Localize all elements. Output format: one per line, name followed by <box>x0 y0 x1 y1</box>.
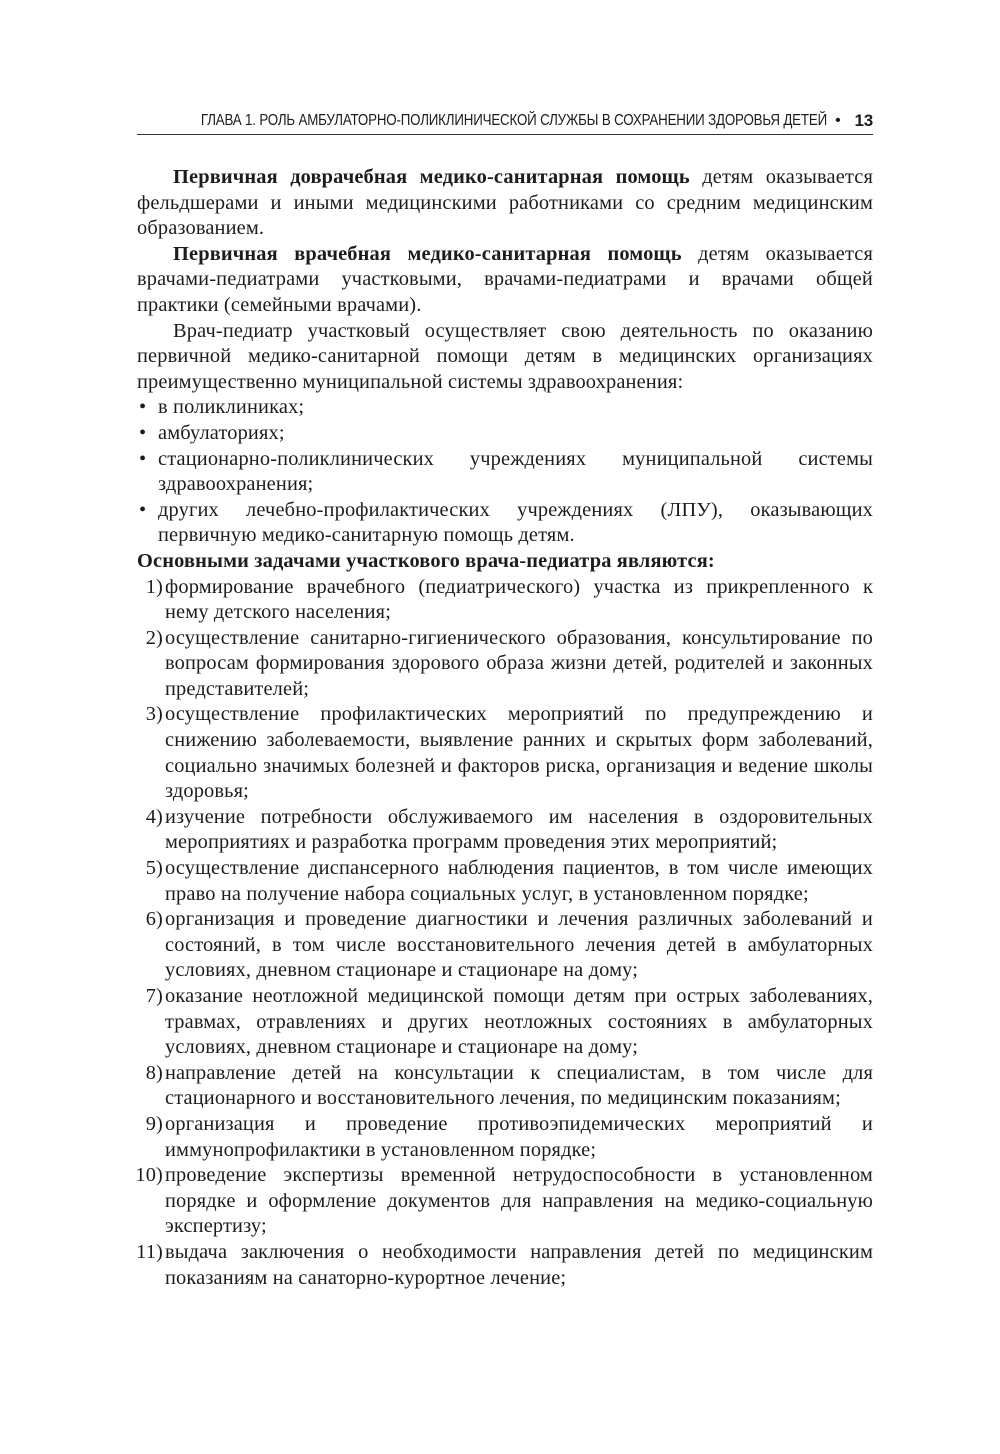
list-item-text: осуществление санитарно-гигиенического образования, консультирование по вопросам формирования здорового образа жизни детей, родителей и законных представителей; <box>165 626 873 700</box>
list-item-text: осуществление диспансерного наблюдения пациентов, в том числе имеющих право на получение набора социальных услуг, в установленном порядке; <box>165 857 873 905</box>
paragraph-text: Врач-педиатр участковый осуществляет свою деятельность по оказанию первичной медико-санитарной помощи детям в медицинских организациях преимущественно муниципальной системы здравоохранения: <box>137 319 873 393</box>
item-number: 8) <box>145 1061 163 1084</box>
bullet-icon: • <box>139 421 147 444</box>
bullet-icon: • <box>139 498 147 521</box>
running-header <box>137 108 873 135</box>
chapter-title: ГЛАВА 1. РОЛЬ АМБУЛАТОРНО-ПОЛИКЛИНИЧЕСКОЙ СЛУЖБЫ В СОХРАНЕНИИ ЗДОРОВЬЯ ДЕТЕЙ <box>200 112 828 129</box>
paragraph-district-pediatrician <box>137 319 873 396</box>
institutions-list <box>137 395 873 549</box>
bullet-icon: • <box>139 447 147 470</box>
item-number: 2) <box>145 626 163 649</box>
list-item <box>137 805 873 856</box>
body-text <box>137 165 873 1291</box>
paragraph-prehospital-care <box>137 165 873 242</box>
tasks-heading: Основными задачами участкового врача-педиатра являются: <box>137 549 715 572</box>
item-number: 1) <box>145 575 163 598</box>
list-item-text: осуществление профилактических мероприятий по предупреждению и снижению заболеваемости, выявление ранних и скрытых форм заболеваний, социально значимых болезней и факторов риска, организация и ведение школы здоровья; <box>165 703 873 803</box>
item-number: 10) <box>135 1164 163 1187</box>
term-physician-care: Первичная врачебная медико-санитарная помощь <box>173 242 682 265</box>
list-item-text: амбулаториях; <box>158 421 285 444</box>
header-separator: • <box>835 112 841 129</box>
list-item <box>137 421 873 447</box>
page-number: 13 <box>854 111 873 130</box>
list-item <box>137 447 873 498</box>
item-number: 5) <box>145 857 163 880</box>
tasks-list <box>137 575 873 1292</box>
item-number: 3) <box>145 703 163 726</box>
list-item-text: направление детей на консультации к специалистам, в том числе для стационарного и восстановительного лечения, по медицинским показаниям; <box>165 1061 873 1110</box>
list-item-text: организация и проведение диагностики и лечения различных заболеваний и состояний, в том числе восстановительного лечения детей в амбулаторных условиях, дневном стационаре и стационаре на дому; <box>165 908 873 982</box>
list-item <box>137 626 873 703</box>
item-number: 9) <box>145 1112 163 1135</box>
list-item-text: стационарно-поликлинических учреждениях муниципальной системы здравоохранения; <box>158 447 873 496</box>
list-item-text: организация и проведение противоэпидемических мероприятий и иммунопрофилактики в установленном порядке; <box>165 1112 873 1161</box>
list-item-text: других лечебно-профилактических учреждениях (ЛПУ), оказывающих первичную медико-санитарную помощь детям. <box>158 498 873 547</box>
list-item-text: в поликлиниках; <box>158 396 305 419</box>
list-item <box>137 1061 873 1112</box>
list-item <box>137 1240 873 1291</box>
bullet-icon: • <box>139 396 147 419</box>
list-item <box>137 395 873 421</box>
paragraph-text: детям оказывается фельдшерами и иными медицинскими работниками со средним медицинским образованием. <box>137 166 873 240</box>
list-item <box>137 575 873 626</box>
list-item <box>137 856 873 907</box>
paragraph-physician-care <box>137 242 873 319</box>
paragraph-text: детям оказывается врачами-педиатрами участковыми, врачами-педиатрами и врачами общей практики (семейными врачами). <box>137 242 873 316</box>
list-item <box>137 1163 873 1240</box>
item-number: 6) <box>145 908 163 931</box>
list-item <box>137 907 873 984</box>
list-item-text: проведение экспертизы временной нетрудоспособности в установленном порядке и оформление документов для направления на медико-социальную экспертизу; <box>165 1164 873 1238</box>
list-item <box>137 498 873 549</box>
list-item <box>137 702 873 804</box>
list-item-text: формирование врачебного (педиатрического) участка из прикрепленного к нему детского населения; <box>165 575 873 624</box>
list-item-text: оказание неотложной медицинской помощи детям при острых заболеваниях, травмах, отравлениях и других неотложных состояниях в амбулаторных условиях, дневном стационаре и стационаре на дому; <box>165 985 873 1059</box>
list-item <box>137 984 873 1061</box>
item-number: 7) <box>145 985 163 1007</box>
item-number: 4) <box>145 805 163 828</box>
list-item-text: изучение потребности обслуживаемого им населения в оздоровительных мероприятиях и разработка программ проведения этих мероприятий; <box>165 805 873 854</box>
list-item <box>137 1112 873 1163</box>
term-prehospital-care: Первичная доврачебная медико-санитарная помощь <box>173 166 690 188</box>
list-item-text: выдача заключения о необходимости направления детей по медицинским показаниям на санаторно-курортное лечение; <box>165 1240 873 1289</box>
item-number: 11) <box>136 1240 163 1263</box>
